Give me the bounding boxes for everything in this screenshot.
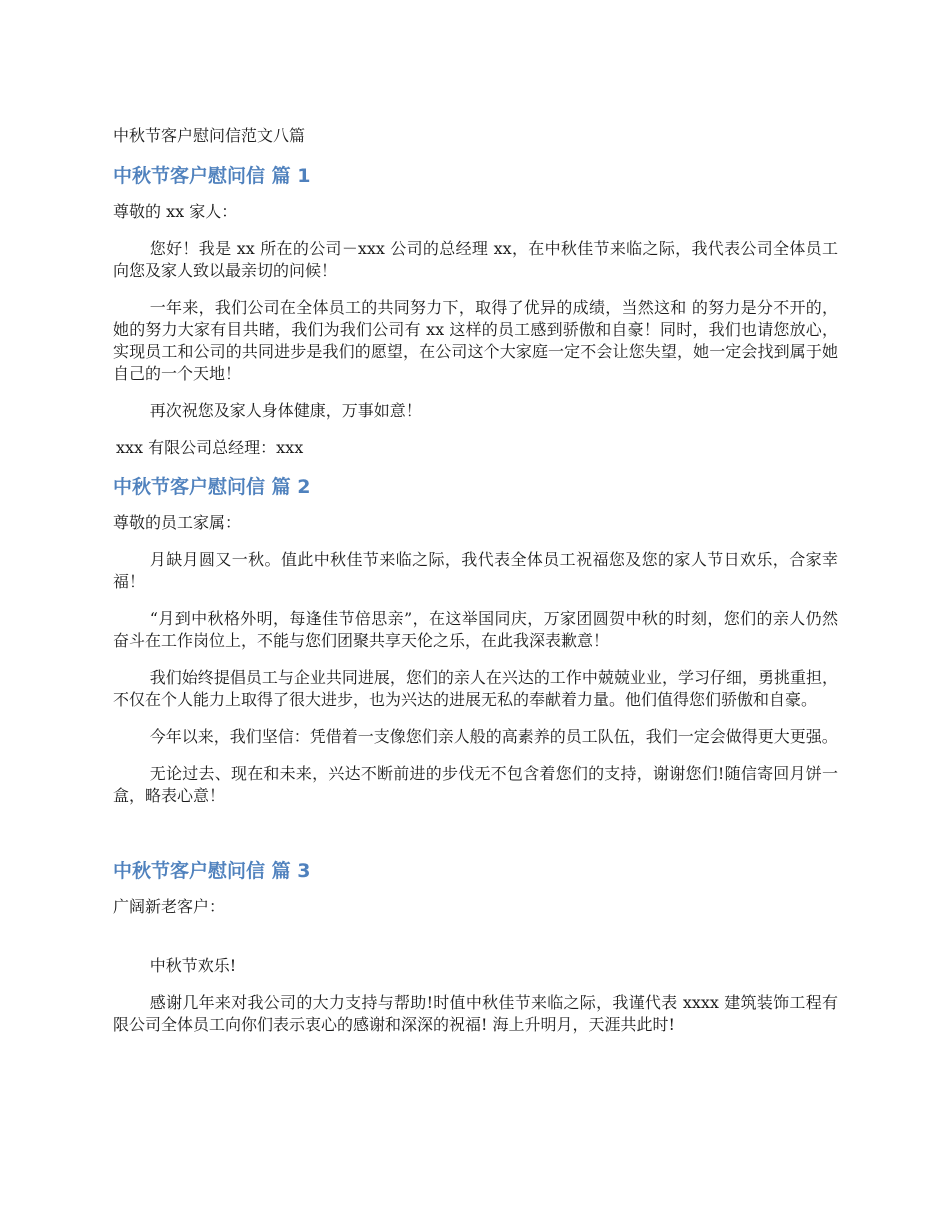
document-page — [113, 124, 838, 1051]
paragraph-2-5: 无论过去、现在和未来，兴达不断前进的步伐无不包含着您们的支持，谢谢您们!随信寄回月饼一盒，略表心意！ — [113, 764, 838, 805]
paragraph-2-4: 今年以来，我们坚信：凭借着一支像您们亲人般的高素养的员工队伍，我们一定会做得更大更强。 — [149, 727, 838, 746]
paragraph-1-2: 一年来，我们公司在全体员工的共同努力下，取得了优异的成绩，当然这和 的努力是分不开的，她的努力大家有目共睹，我们为我们公司有 xx 这样的员工感到骄傲和自豪！同时，我们也请您放心，实现员工和公司的共同进步是我们的愿望，在公司这个大家庭一定不会让您失望，她一定会找到属于她自己的一个天地！ — [113, 298, 838, 383]
signature-1: xxx 有限公司总经理：xxx — [116, 438, 304, 457]
paragraph-3-2: 感谢几年来对我公司的大力支持与帮助!时值中秋佳节来临之际，我谨代表 xxxx 建筑装饰工程有限公司全体员工向你们表示衷心的感谢和深深的祝福! 海上升明月，天涯共此时! — [113, 993, 838, 1034]
paragraph-2-2: “月到中秋格外明，每逢佳节倍思亲”，在这举国同庆，万家团圆贺中秋的时刻，您们的亲人仍然奋斗在工作岗位上，不能与您们团聚共享天伦之乐，在此我深表歉意！ — [113, 609, 838, 650]
salutation-2: 尊敬的员工家属： — [113, 513, 242, 532]
paragraph-1-3: 再次祝您及家人身体健康，万事如意！ — [149, 401, 422, 420]
section-spacer — [113, 822, 838, 858]
section-heading-3: 中秋节客户慰问信 篇 3 — [113, 860, 311, 882]
paragraph-3-1: 中秋节欢乐! — [149, 956, 237, 975]
paragraph-2-3: 我们始终提倡员工与企业共同进展，您们的亲人在兴达的工作中兢兢业业，学习仔细，勇挑重担，不仅在个人能力上取得了很大进步，也为兴达的进展无私的奉献着力量。他们值得您们骄傲和自豪。 — [113, 668, 838, 709]
document-title: 中秋节客户慰问信范文八篇 — [113, 126, 306, 145]
salutation-3: 广阔新老客户： — [113, 897, 226, 916]
section-heading-1: 中秋节客户慰问信 篇 1 — [113, 165, 311, 187]
paragraph-2-1: 月缺月圆又一秋。值此中秋佳节来临之际，我代表全体员工祝福您及您的家人节日欢乐，合家幸福！ — [113, 550, 838, 591]
paragraph-spacer — [113, 933, 838, 955]
salutation-1: 尊敬的 xx 家人： — [113, 202, 238, 221]
section-heading-2: 中秋节客户慰问信 篇 2 — [113, 476, 311, 498]
paragraph-1-1: 您好！我是 xx 所在的公司－xxx 公司的总经理 xx，在中秋佳节来临之际，我代表公司全体员工向您及家人致以最亲切的问候！ — [113, 239, 838, 280]
